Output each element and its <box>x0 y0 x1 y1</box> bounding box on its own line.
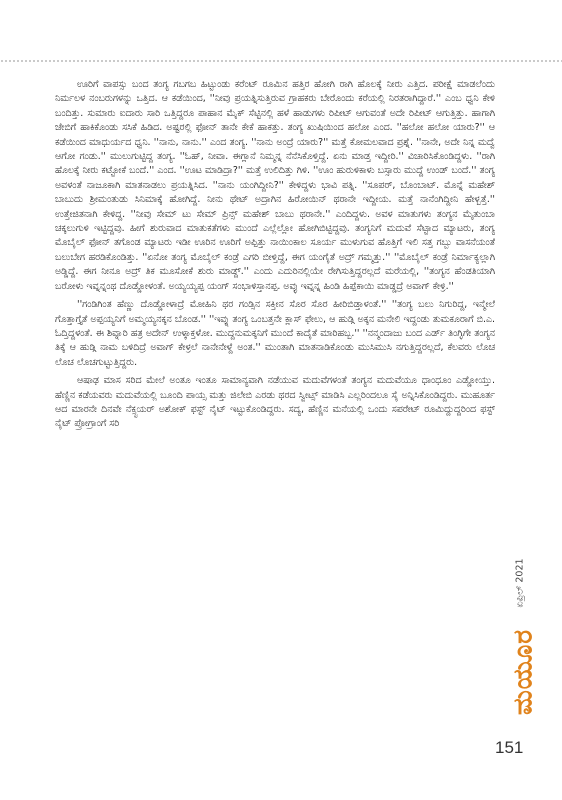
issue-date: ಏಪ್ರಿಲ್ 2021 <box>514 558 526 608</box>
magazine-sidebar <box>500 560 552 740</box>
page-number: 151 <box>495 738 524 757</box>
article-body <box>55 78 495 768</box>
dotted-divider <box>0 60 562 62</box>
magazine-name: ಮಯೂರ <box>508 629 539 715</box>
article-paragraph-1: ಊರಿಗೆ ವಾಪಸ್ಸು ಬಂದ ತಂಗ್ಯ ಗಬಗಬ ಹಿಟ್ಟುಂಡು ಕರೆಂಟ್ ರೂಮಿನ ಹತ್ತಿರ ಹೋಗಿ ರಾಗಿ ಹೊಲಕ್ಕೆ ನೀರು ಎತ್ತಿದ. ಪರೀಕ್ಷೆ ಮಾಡಲೆಂದು ನಿರ್ಮಲಳ ನಂಬರುಗಳನ್ನು ಒತ್ತಿದ. ಆ ಕಡೆಯಿಂದ, ''ನೀವು ಪ್ರಯತ್ನಿಸುತ್ತಿರುವ ಗ್ರಾಹಕರು ಬೇರೊಂದು ಕರೆಯಲ್ಲಿ ನಿರತರಾಗಿದ್ದಾರೆ.'' ಎಂಬ ಧ್ವನಿ ಕೇಳಿ ಬಂದಿತ್ತು. ಸುಮಾರು ಐದಾರು ಸಾರಿ ಒತ್ತಿದ್ದರೂ ಪಾಹಾನ ಮೈಕ್ ಸೆಟ್ಟಿನಲ್ಲಿ ಹಳೆ ಹಾಡುಗಳು ರಿಪೀಟ್ ಆಗುವಂತೆ ಅದೇ ರಿಪೀಟ್ ಆಗುತ್ತಿತ್ತು. ಹಾಗಾಗಿ ಜೇಬಿಗೆ ಹಾಕಿಕೊಂಡು ಸಸಿಕೆ ಹಿಡಿದ. ಅಷ್ಟರಲ್ಲಿ ಫೋನ್ ತಾನೇ ಕೇಕೆ ಹಾಕತ್ತು. ತಂಗ್ಯ ಖುಷಿಯಿಂದ ಹಲೋ ಎಂದ. ''ಹಲೋ ಹಲೋ ಯಾರು?'' ಆ ಕಡೆಯಿಂದ ಮಾಧುರ್ಯದ ಧ್ವನಿ. ''ನಾನು, ನಾನು.'' ಎಂದ ತಂಗ್ಯ. ''ನಾನು ಅಂದ್ರೆ ಯಾರು?'' ಮತ್ತೆ ಕೋಮಲವಾದ ಪ್ರಶ್ನೆ. ''ನಾನೇ, ಅದೇ ನಿನ್ನ ಮದ್ವೆ ಆಗೋ ಗಂಡು.'' ಮುಲುಗುಟ್ಟಿದ್ದ ತಂಗ್ಯ. ''ಓಹ್, ನೀವಾ. ಈಗ್ಲಾನೆ ನಿಮ್ಮನ್ನ ನೆನೆಸಿಕೊಳ್ತಿದ್ದೆ. ಏನು ಮಾಡ್ತ ಇದ್ದೀರಿ.'' ವಿಚಾರಿಸಿಕೊಂಡಿದ್ದಳು. ''ರಾಗಿ ಹೊಲಕ್ಕೆ ನೀರು ಕಟ್ಟೋಕೆ ಬಂದೆ.'' ಎಂದ. ''ಊಟ ಮಾಡಿದ್ರಾ?'' ಮತ್ತೆ ಉಲಿದಿತ್ತು ಗಿಳಿ. ''ಊಂ ಹುರುಳಿಕಾಳು ಬಸ್ಸಾರು ಮುದ್ದೆ ಉಂಡ್ ಬಂದೆ.'' ತಂಗ್ಯ ಅವಳಂತೆ ನಾಜೂಕಾಗಿ ಮಾತನಾಡಲು ಪ್ರಯತ್ನಿಸಿದ. ''ನಾನು ಯಂಗಿದ್ದೀನಿ?'' ಕೇಳಿದ್ದಳು ಭಾವಿ ಪತ್ನಿ. ''ಸೂಪರ್, ಬೊಂಬಾಟ್. ಮೊನ್ನೆ ಮಹೇಶ್ ಬಾಬುದು ಶ್ರೀಮಂತುಡು ಸಿನಿಮಾಕ್ಕೆ ಹೋಗಿದ್ದೆ. ನೀನು ಥೇಟ್ ಅದ್ರಾಗಿನ ಹಿರೋಯಿನ್ ಥರಾನೇ ಇದ್ದೀಯ. ಮತ್ತೆ ನಾನೆಂಗಿದ್ದೀನಿ ಹೇಳ್ಬತ್ತೆ.'' ಉತ್ತೇಜಿತನಾಗಿ ಕೇಳಿದ್ದ. ''ನೀವು ಸೇಮ್ ಟು ಸೇಮ್ ಪ್ರಿನ್ಸ್ ಮಹೇಶ್ ಬಾಬು ಥರಾನೇ.'' ಎಂದಿದ್ದಳು. ಅವಳ ಮಾತುಗಳು ತಂಗ್ಯನ ಮೈತುಂಬಾ ಚಕ್ಕಲುಗುಳಿ ಇಟ್ಟಿದ್ದವು. ಹೀಗೆ ಶುರುವಾದ ಮಾತುಕತೆಗಳು ಮುಂದೆ ಎಲ್ಲೆಲ್ಲೋ ಹೋಗಿಬಿಟ್ಟಿದ್ದವು. ತಂಗ್ಯನಿಗೆ ಮದುವೆ ಸೆಟ್ಟಾದ ಮ್ಯಾಟರು, ತಂಗ್ಯ ಮೊಬೈಲ್ ಫೋನ್ ತಗೊಂಡ ಮ್ಯಾಟರು ಇಡೀ ಊರಿನ ಊರಿಗೆ ಅಪ್ಪಿತ್ತು ನಾಯಿಂಕಾಲ ಸೂರ್ಯ ಮುಳುಗುವ ಹೊತ್ತಿಗೆ ಇಲಿ ಸತ್ತ ಗಬ್ಬು ವಾಸನೆಯಂತೆ ಬಲುಬೇಗ ಹರಡಿಕೊಂಡಿತ್ತು. ''ಏನೋ ತಂಗ್ಯ ಮೊಬೈಲ್ ಕಂಡ್ರೆ ಎಗರಿ ಬೀಳ್ತಿದ್ದೆ, ಈಗ ಯಂಗೈತೆ ಅದ್ರ್ ಗಮ್ಮತ್ತು.'' ''ಮೊಬೈಲ್ ಕಂಡ್ರೆ ನಿರ್ಮಾಕ್ಯಲ್ಲಾಗಿ ಅಡ್ಡಿದ್ದೆ. ಈಗ ನೀನೂ ಅದ್ರ್ ತಿಕ ಮೂಸೋಕೆ ಶುರು ಮಾಡ್ದ್.'' ಎಂದು ಎದುರಿನಲ್ಲಿಯೇ ರೇಗಿಸುತ್ತಿದ್ದರಲ್ಲದೆ ಮರೆಯಲ್ಲಿ, ''ತಂಗ್ಯನ ಹೆಂಡತಿಯಾಗಿ ಬರೋಳು ಇವ್ನನ್ನಂಥ ದೊಡ್ಡೋಳಂತೆ. ಅಯ್ಯಯ್ಯಪ್ಪ ಯಂಗ್ ಸಂಭಾಳಿಸ್ತಾನಪ್ಪ. ಅವ್ಳು ಇವ್ನನ್ನ ಹಿಂಡಿ ಹಿಪ್ಪೆಕಾಯಿ ಮಾಡ್ಡದ್ರೆ ಅವಾಗ್ ಕೇಳ್ರಿ.'' <box>55 79 495 292</box>
article-paragraph-2: ''ಗಂಡಿಗಿಂತ ಹೆಣ್ಣು ದೊಡ್ಡೋಳಾದ್ರೆ ಮೋಹಿನಿ ಥರ ಗಂಡ್ಸಿನ ಸಕ್ತೀನ ಸೊರ ಸೊರ ಹೀರಿಬಿಡ್ತಾಳಂತೆ.'' ''ತಂಗ್ಯ ಬಲು ನಿಗುರಿದ್ದ, ಇನ್ಮೇಲೆ ಗೊತ್ತಾಗ್ತೈತೆ ಅಪ್ಪಯ್ಯನಿಗೆ ಅಮ್ಮಯ್ಯನಕ್ಕನ ಬೊಂಡ.'' ''ಇವ್ನು ತಂಗ್ಯ ಒಂಬತ್ತನೇ ಕ್ಲಾಸ್ ಫೇಲು, ಆ ಹುಡ್ಗಿ ಅಕ್ಕನ ಮನೇಲಿ ಇದ್ದಂಡು ತುಮಕೂರಾಗೆ ಬಿ.ಎ. ಓದ್ತಿದ್ದಳಂತೆ. ಈ ಶಿವ್ನಾರಿ ಹತ್ರ ಅದೇನ್ ಉಳ್ಕಾಕ್ತಳೋ. ಮುದ್ದನುಮಕ್ಕನಿಗೆ ಮುಂದೆ ಕಾದೈತೆ ಮಾರಿಹಬ್ಬ.'' ''ನನ್ಮಂದಾಜು ಬಂದ ಎರ್ಡ್ ತಿಂಗ್ಳಿಗೇ ತಂಗ್ಯನ ತಿಕ್ಕೆ ಆ ಹುಡ್ಗಿ ನಾಮ ಬಳಿದಿದ್ರೆ ಅವಾಗ್ ಕೇಳ್ರಲೆ ನಾನೇನೇಳ್ದೆ ಅಂತ.'' ಮುಂತಾಗಿ ಮಾತನಾಡಿಕೊಂಡು ಮುಸಿಮುಸಿ ನಗುತ್ತಿದ್ದರಲ್ಲದೆ, ಕೆಲವರು ಲೊಚ ಲೊಚ ಲೊಚಗುಟ್ಟುತ್ತಿದ್ದರು. <box>55 299 495 368</box>
magazine-logo <box>504 622 544 722</box>
article-paragraph-3: ಆಷಾಢ ಮಾಸ ಸರಿದ ಮೇಲೆ ಅಂತೂ ಇಂತೂ ಸಾಮಾನ್ಯವಾಗಿ ನಡೆಯುವ ಮದುವೆಗಳಂತೆ ತಂಗ್ಯನ ಮದುವೆಯೂ ಧಾಂಧೂಂ ಎಡ್ಡೋಯ್ತು. ಹೆಣ್ಣಿನ ಕಡೆಯವರು ಮದುವೆಯಲ್ಲಿ ಬೂಂದಿ ಪಾಯ್ಸ ಮತ್ತು ಜಿಲೇಬಿ ಎರಡು ಥರದ ಸ್ವೀಟ್ಸ್ ಮಾಡಿಸಿ ಎಲ್ಲರಿಂದಲೂ ಸೈ ಅನ್ನಿಸಿಕೊಂಡಿದ್ದರು. ಮುಹೂರ್ತ ಆದ ಮಾರನೇ ದಿನವೇ ನೆಕ್ಸ್ಟಯರ್ ಅಶೋಕ್ ಫಸ್ಟ್ ನೈಟ್ ಇಟ್ಟುಕೊಂಡಿದ್ದರು. ಸದ್ಯ, ಹೆಣ್ಣಿನ ಮನೆಯಲ್ಲಿ ಒಂದು ಸಪರೇಟ್ ರೂಮಿದ್ದುದ್ದರಿಂದ ಫಸ್ಟ್ ನೈಟ್ ಪ್ರೋಗ್ರಾಂಗೆ ಸರಿ <box>55 375 495 430</box>
